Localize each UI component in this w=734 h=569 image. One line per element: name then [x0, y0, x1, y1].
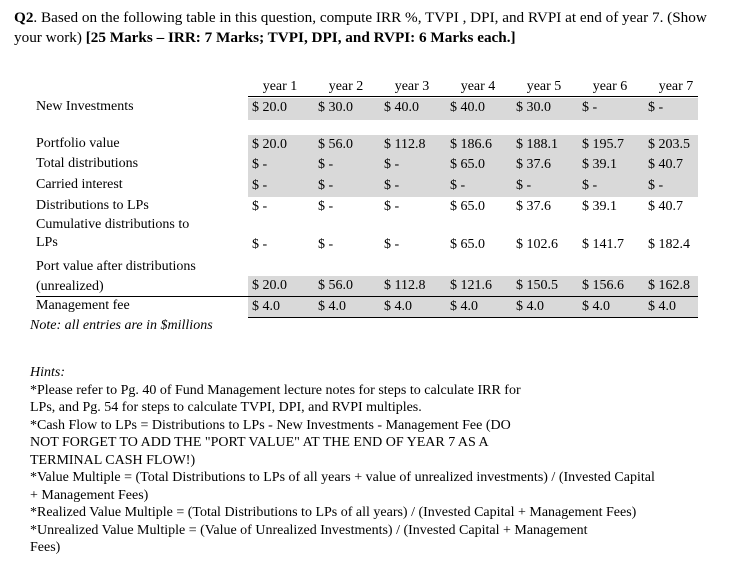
table-cell: $ 39.1 [582, 199, 617, 214]
table-cell: $ 188.1 [516, 137, 558, 152]
hints-block [30, 364, 710, 557]
question-body: . Based on the following table in this question, compute IRR %, TVPI , DPI, and RVPI at end of year 7. (Show your work) [14, 9, 707, 46]
table-cell: $ 203.5 [648, 137, 690, 152]
hint-line: LPs, and Pg. 54 for steps to calculate TVPI, DPI, and RVPI multiples. [30, 400, 422, 415]
row-label: Port value after distributions [36, 259, 196, 274]
table-cell: $ - [384, 178, 400, 193]
table-cell: $ - [252, 199, 268, 214]
table-cell: $ 4.0 [318, 299, 346, 314]
table-cell: $ - [384, 157, 400, 172]
year-header: year 5 [526, 79, 562, 94]
table-cell: $ - [384, 237, 400, 252]
table-cell: $ - [252, 157, 268, 172]
table-cell: $ 30.0 [516, 100, 551, 115]
row-label: (unrealized) [36, 279, 104, 294]
table-cell: $ - [252, 237, 268, 252]
question-number: Q2 [14, 9, 34, 26]
table-cell: $ 121.6 [450, 278, 492, 293]
table-cell: $ 20.0 [252, 278, 287, 293]
table-cell: $ 40.7 [648, 157, 683, 172]
row-label: Total distributions [36, 156, 139, 171]
question-text [14, 8, 714, 48]
table-cell: $ - [450, 178, 466, 193]
table-cell: $ 182.4 [648, 237, 690, 252]
table-cell: $ 39.1 [582, 157, 617, 172]
table-note: Note: all entries are in $millions [30, 318, 213, 333]
year-header: year 7 [658, 79, 694, 94]
table-cell: $ - [582, 100, 598, 115]
table-cell: $ 141.7 [582, 237, 624, 252]
table-cell: $ 56.0 [318, 278, 353, 293]
table-cell: $ - [318, 157, 334, 172]
year-header: year 3 [394, 79, 430, 94]
table-cell: $ 156.6 [582, 278, 624, 293]
hint-line: *Unrealized Value Multiple = (Value of Unrealized Investments) / (Invested Capital + Management [30, 522, 588, 538]
year-header: year 4 [460, 79, 496, 94]
table-cell: $ 65.0 [450, 237, 485, 252]
table-cell: $ - [582, 178, 598, 193]
table-cell: $ - [648, 100, 664, 115]
row-label: Management fee [36, 298, 130, 313]
table-cell: $ - [252, 178, 268, 193]
table-cell: $ 30.0 [318, 100, 353, 115]
row-label: New Investments [36, 99, 134, 114]
row-divider [36, 296, 248, 297]
table-bottom-border [248, 317, 698, 318]
hint-line: *Realized Value Multiple = (Total Distributions to LPs of all years) / (Invested Capital + Management Fees) [30, 505, 637, 520]
hint-line: TERMINAL CASH FLOW!) [30, 452, 196, 468]
table-cell: $ 102.6 [516, 237, 558, 252]
row-label: Carried interest [36, 177, 123, 192]
table-cell: $ 150.5 [516, 278, 558, 293]
table-cell: $ 4.0 [252, 299, 280, 314]
table-cell: $ 20.0 [252, 100, 287, 115]
year-header: year 6 [592, 79, 628, 94]
hints-title: Hints: [30, 365, 65, 380]
hint-line: + Management Fees) [30, 487, 149, 503]
hint-line: *Cash Flow to LPs = Distributions to LPs - New Investments - Management Fee (DO [30, 417, 511, 433]
year-header: year 1 [262, 79, 298, 94]
table-cell: $ - [648, 178, 664, 193]
hint-line: NOT FORGET TO ADD THE "PORT VALUE" AT THE END OF YEAR 7 AS A [30, 435, 489, 450]
table-cell: $ 4.0 [384, 299, 412, 314]
table-cell: $ - [318, 199, 334, 214]
row-label: LPs [36, 235, 58, 250]
table-cell: $ 37.6 [516, 157, 551, 172]
year-header: year 2 [328, 79, 364, 94]
row-label: Portfolio value [36, 136, 120, 151]
table-cell: $ - [318, 178, 334, 193]
hint-line: *Please refer to Pg. 40 of Fund Management lecture notes for steps to calculate IRR for [30, 382, 521, 398]
row-label: Distributions to LPs [36, 198, 149, 213]
row-label: Cumulative distributions to [36, 217, 190, 232]
table-cell: $ 162.8 [648, 278, 690, 293]
question-marks: [25 Marks – IRR: 7 Marks; TVPI, DPI, and RVPI: 6 Marks each.] [85, 29, 516, 46]
table-cell: $ - [516, 178, 532, 193]
table-cell: $ 195.7 [582, 137, 624, 152]
table-cell: $ 40.0 [450, 100, 485, 115]
table-cell: $ 4.0 [582, 299, 610, 314]
table-cell: $ - [384, 199, 400, 214]
table-cell: $ 37.6 [516, 199, 551, 214]
table-cell: $ 40.7 [648, 199, 683, 214]
table-cell: $ 186.6 [450, 137, 492, 152]
table-cell: $ 4.0 [648, 299, 676, 314]
table-cell: $ 56.0 [318, 137, 353, 152]
table-cell: $ 112.8 [384, 137, 426, 152]
table-cell: $ 20.0 [252, 137, 287, 152]
table-cell: $ 4.0 [450, 299, 478, 314]
hint-line: *Value Multiple = (Total Distributions to LPs of all years + value of unrealized investments) / (Invested Capital [30, 470, 655, 485]
table-cell: $ 40.0 [384, 100, 419, 115]
header-underline [248, 96, 698, 97]
row-divider [248, 296, 698, 297]
table-cell: $ 65.0 [450, 199, 485, 214]
table-cell: $ - [318, 237, 334, 252]
table-cell: $ 4.0 [516, 299, 544, 314]
table-cell: $ 112.8 [384, 278, 426, 293]
table-cell: $ 65.0 [450, 157, 485, 172]
hint-line: Fees) [30, 540, 61, 555]
